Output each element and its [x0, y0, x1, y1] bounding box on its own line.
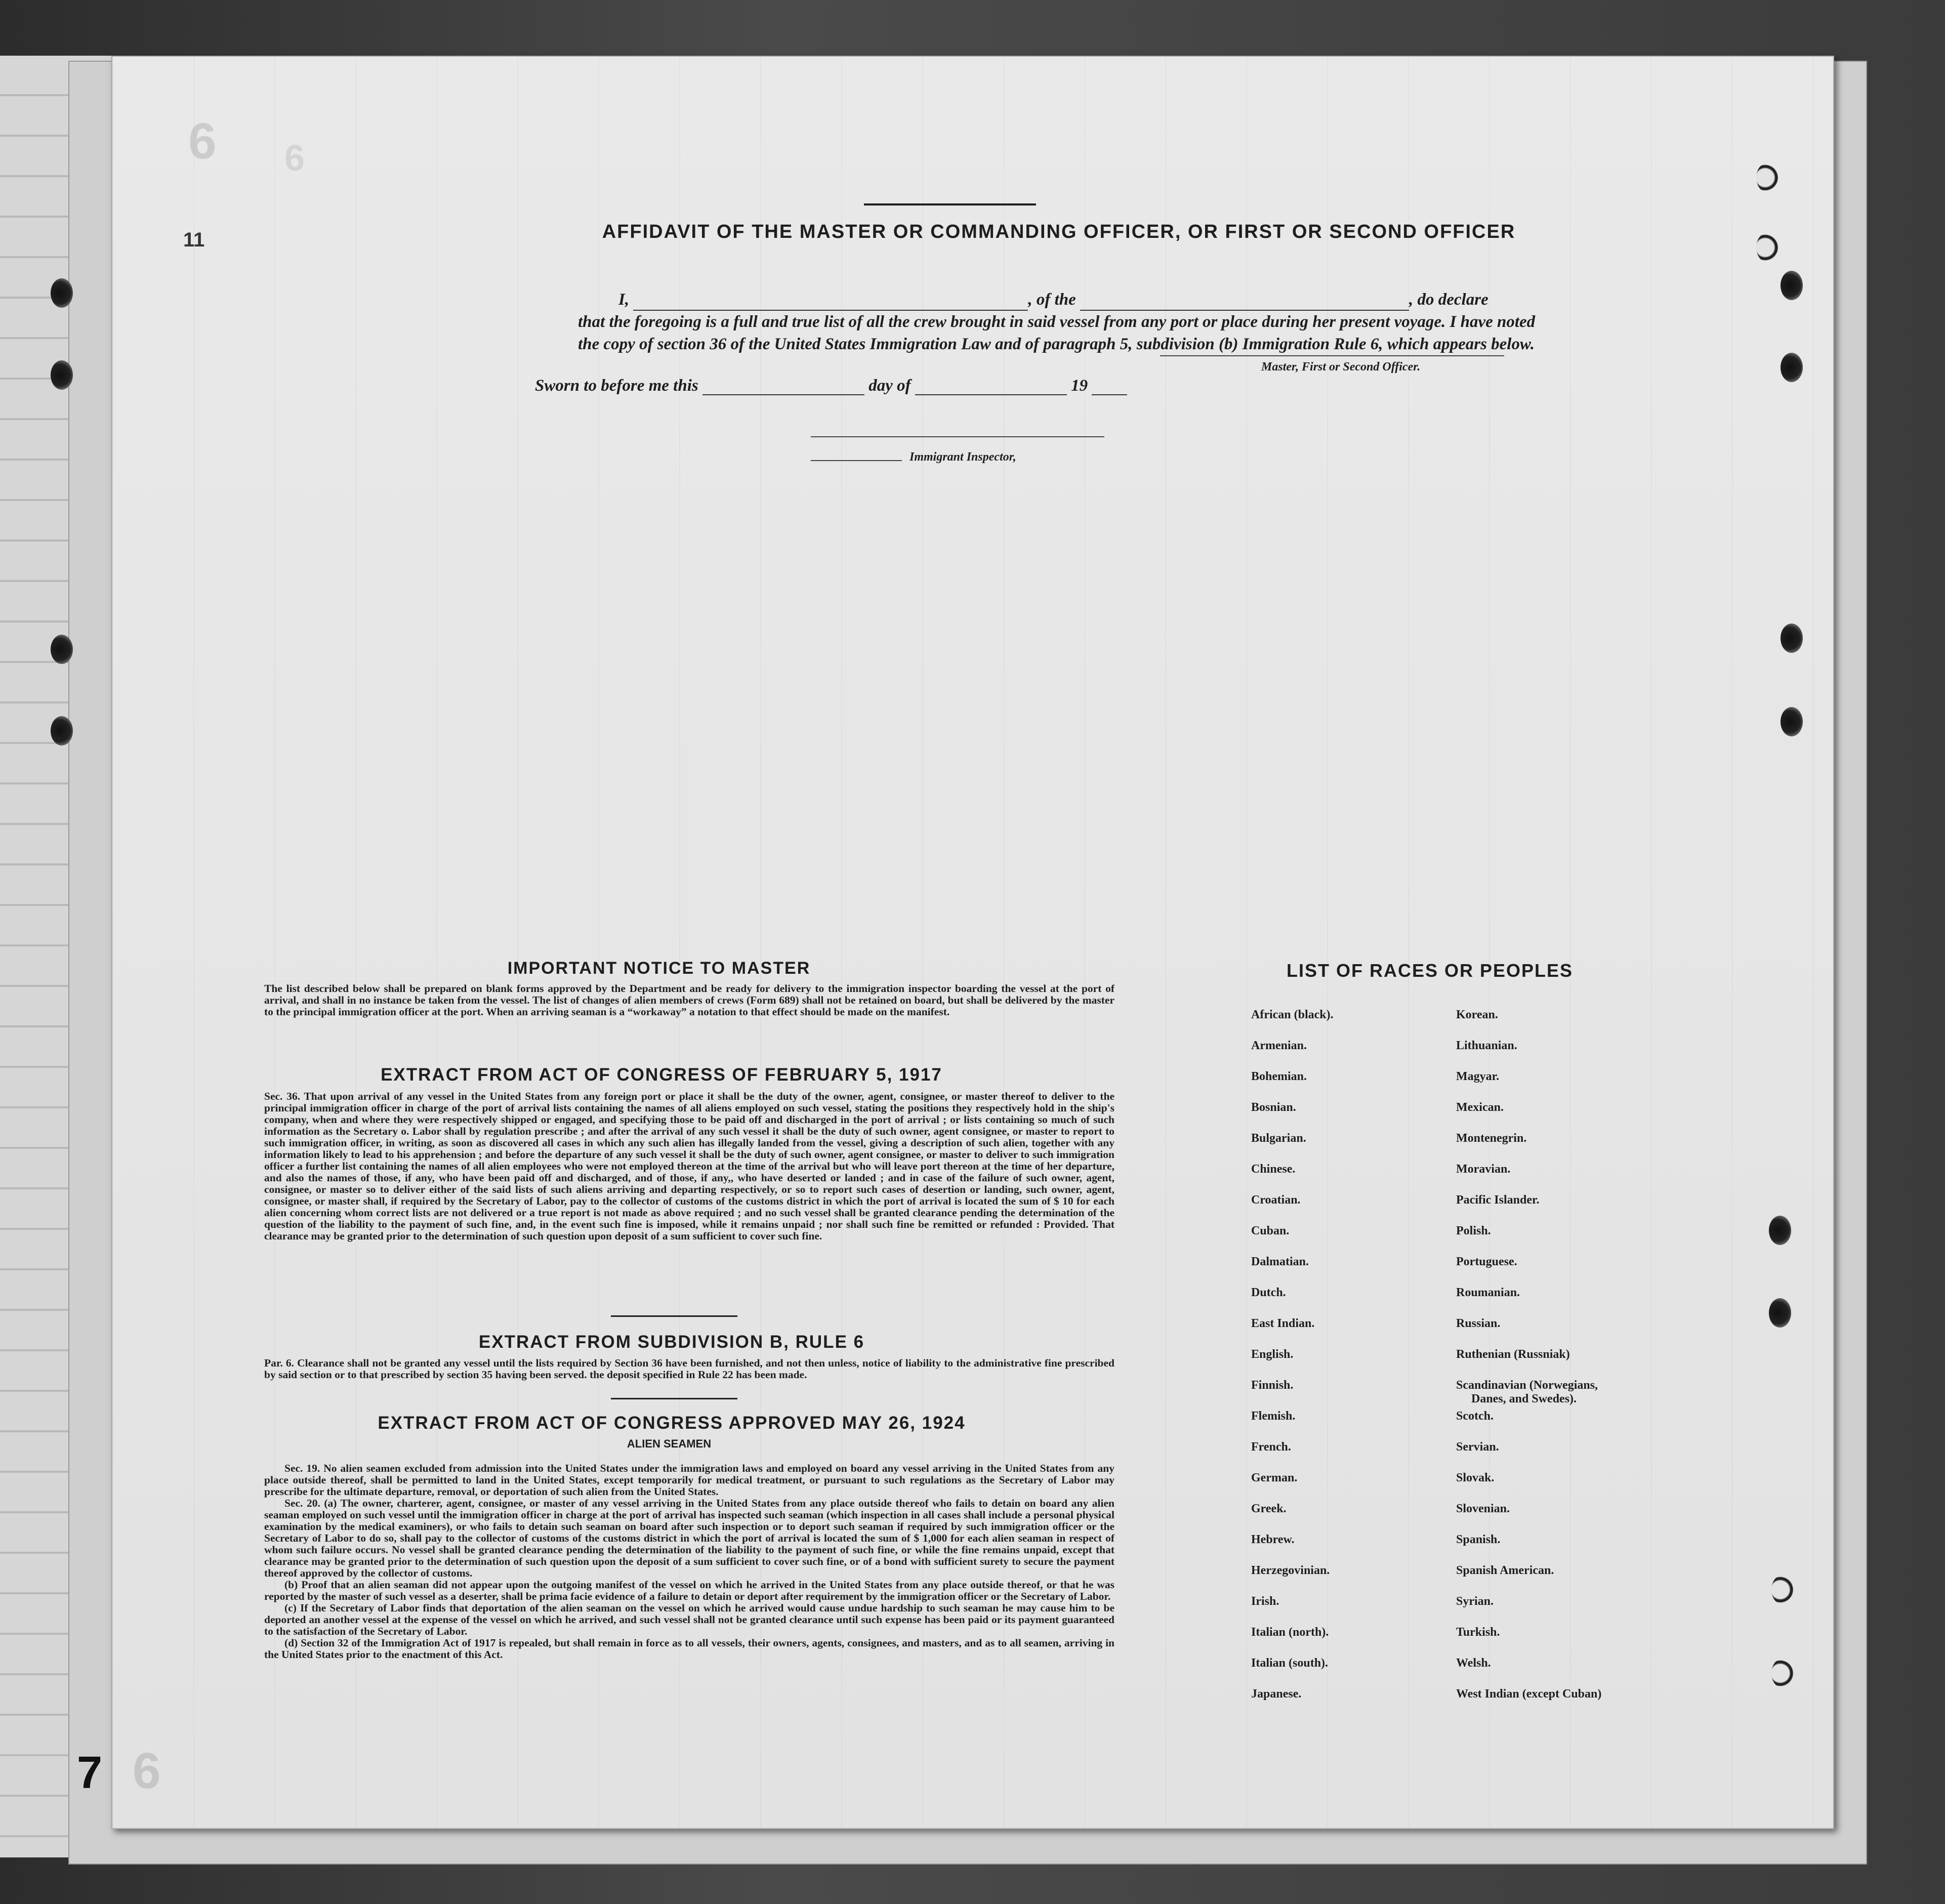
extract-1917-heading: EXTRACT FROM ACT OF CONGRESS OF FEBRUARY 5, 1917	[381, 1065, 942, 1085]
binder-hole	[1781, 624, 1803, 653]
sworn-text: Sworn to before me this	[535, 377, 698, 395]
inspector-caption: Immigrant Inspector,	[909, 450, 1016, 464]
race-item: Irish.	[1251, 1595, 1279, 1608]
binder-hole	[51, 360, 73, 390]
binder-hole	[1756, 163, 1778, 192]
race-item: Russian.	[1456, 1317, 1501, 1330]
sec-19-paragraph: Sec. 19. No alien seamen excluded from admission into the United States under the immigration laws and employed on board any vessel arriving in the United States from any place outside thereof, shall be permitted to land in the United States, except temporarily for medical treatment, or pursuant to such regulations as the Secretary of Labor may prescribe for the ultimate departure, removal, or deportation of such alien from the United States.	[264, 1462, 1114, 1498]
binder-hole	[51, 278, 73, 308]
race-item: Flemish.	[1251, 1410, 1296, 1423]
race-item-scandinavian	[1456, 1379, 1601, 1410]
month-blank	[915, 379, 1067, 395]
binder-hole	[1771, 1575, 1794, 1604]
affidavit-of-the: , of the	[1028, 291, 1076, 309]
race-item: East Indian.	[1251, 1317, 1315, 1330]
binder-hole	[1781, 271, 1803, 300]
race-item: Bosnian.	[1251, 1101, 1296, 1114]
race-item: Scandinavian (Norwegians,	[1456, 1379, 1598, 1392]
extract-rule6-body: Par. 6. Clearance shall not be granted any vessel until the lists required by Section 36 have been furnished, and not then unless, notice of liability to the administrative fine prescribed by said section or to that prescribed by section 35 having been served. the deposit specified in Rule 22 has been made.	[264, 1357, 1114, 1381]
race-item: Bulgarian.	[1251, 1132, 1306, 1145]
race-item: Turkish.	[1456, 1626, 1500, 1639]
race-item: Welsh.	[1456, 1657, 1491, 1670]
section-rule-1	[611, 1315, 737, 1317]
race-item: Herzegovinian.	[1251, 1564, 1330, 1577]
year-blank	[1092, 379, 1127, 395]
race-item: Chinese.	[1251, 1163, 1296, 1176]
race-item: Italian (south).	[1251, 1657, 1329, 1670]
race-item: Lithuanian.	[1456, 1039, 1517, 1052]
affidavit-i: I,	[618, 291, 630, 309]
race-item: English.	[1251, 1348, 1294, 1361]
bleed-through-number: 6	[284, 138, 305, 179]
vessel-blank	[1080, 295, 1409, 311]
affidavit-statement: that the foregoing is a full and true list of all the crew brought in said vessel from any port or place during her present voyage. I have noted the copy of section 36 of the United States Immigration Law and of paragraph 5, subdivision (b) Immigration Rule 6, which appears below.	[578, 313, 1536, 353]
affidavit-body	[578, 288, 1540, 355]
race-item: Slovak.	[1456, 1471, 1495, 1484]
race-item: Japanese.	[1251, 1687, 1302, 1701]
race-item: Polish.	[1456, 1224, 1491, 1237]
extract-1924-subheading: ALIEN SEAMEN	[627, 1437, 712, 1450]
margin-number-bottom: 7	[77, 1748, 103, 1798]
master-signature-line	[1160, 355, 1504, 356]
race-item: Servian.	[1456, 1440, 1499, 1454]
race-item: Slovenian.	[1456, 1502, 1510, 1515]
race-item: Korean.	[1456, 1008, 1498, 1021]
name-blank	[633, 295, 1028, 311]
margin-mark: 11	[183, 229, 205, 251]
faint-number-bottom: 6	[133, 1743, 161, 1799]
inspector-signature-line	[811, 436, 1104, 437]
document-page	[77, 56, 1834, 1829]
race-item: Roumanian.	[1456, 1286, 1520, 1299]
race-item: Finnish.	[1251, 1379, 1294, 1392]
race-item: Pacific Islander.	[1456, 1193, 1540, 1207]
day-blank	[702, 379, 864, 395]
race-item: Spanish American.	[1456, 1564, 1554, 1577]
extract-1917-body: Sec. 36. That upon arrival of any vessel in the United States from any foreign port or place it shall be the duty of the owner, agent, consignee, or master thereof to deliver to the principal immigration officer in charge of the port of arrival lists containing the names of all aliens employed on such vessel, stating the positions they respectively hold in the ship's company, when and where they were respectively shipped or engaged, and specifying those to be paid off and discharged in the port of arrival ; or lists containing so much of such information as the Secretary o. Labor shall by regulation prescribe ; and after the arrival of any such vessel it shall be the duty of such owner, agent consignee, or master to report to such immigration officer, in writing, as soon as discovered all cases in which any such alien has illegally landed from the vessel, giving a description of such alien, together with any information likely to lead to his apprehension ; and before the departure of any such vessel it shall be the duty of such owner, agent consignee, or master to deliver to such immigration officer a further list containing the names of all alien employees who were not employed thereon at the time of the arrival but who will leave port thereon at the time of her departure, and also the names of those, if any, who have been paid off and discharged, and of those, if any,, who have deserted or landed ; and in case of the failure of such owner, agent, consignee, or master so to deliver either of the said lists of such aliens arriving and departing respectively, or so to report such cases of desertion or landing, such owner, agent, consignee, or master shall, if required by the Secretary of Labor, pay to the collector of customs of the customs district in which the port of arrival is located the sum of $ 10 for each alien concerning whom correct lists are not delivered or a true report is not made as above required ; and no such vessel shall be granted clearance pending the determination of the question of the liability to the payment of such fine, and, in the event such fine is imposed, while it remains unpaid ; nor shall such fine be remitted or refunded : Provided. That clearance may be granted prior to the determination of such question upon deposit of a sum sufficient to cover such fine.	[264, 1090, 1114, 1242]
notice-body: The list described below shall be prepared on blank forms approved by the Department and be ready for delivery to the immigration inspector boarding the vessel at the port of arrival, and shall in no instance be taken from the vessel. The list of changes of alien members of crews (Form 689) shall not be retained on board, but shall be delivered by the master to the principal immigration officer at the port. When an arriving seaman is a “workaway” a notation to that effect should be made on the manifest.	[264, 982, 1114, 1018]
extract-rule6-heading: EXTRACT FROM SUBDIVISION B, RULE 6	[478, 1332, 865, 1352]
races-heading: LIST OF RACES OR PEOPLES	[1287, 960, 1574, 981]
race-item: Hebrew.	[1251, 1533, 1295, 1546]
race-item: Dutch.	[1251, 1286, 1286, 1299]
binder-hole	[1781, 707, 1803, 736]
race-item: Italian (north).	[1251, 1626, 1329, 1639]
affidavit-title-rule	[864, 203, 1036, 205]
notice-heading: IMPORTANT NOTICE TO MASTER	[507, 959, 811, 978]
race-item: Moravian.	[1456, 1163, 1511, 1176]
faint-number-top: 6	[188, 113, 217, 170]
races-left-column	[1251, 1008, 1334, 1718]
sec-20a-paragraph: Sec. 20. (a) The owner, charterer, agent, consignee, or master of any vessel arriving in the United States from any place outside thereof who fails to detain on board any alien seaman employed on such vessel until the immigration officer in charge at the port of arrival has inspected such seaman (which inspection in all cases shall include a personal physical examination by the medical examiners), or who fails to detain such seaman on board after such inspection or to deport such seaman if required by such immigration officer or the Secretary of Labor to do so, shall pay to the collector of customs of the customs district in which the port of arrival is located the sum of $ 1,000 for each alien seaman in respect of whom such failure occurs. No vessel shall be granted clearance pending the determination of the liability to the payment of such fine, or while the fine remains unpaid, except that clearance may be granted prior to the determination of such question upon the deposit of a sum sufficient to cover such fine, or of a bond with sufficient surety to secure the payment thereof approved by the collector of customs.	[264, 1497, 1114, 1579]
binder-hole	[1771, 1659, 1794, 1688]
race-item: Cuban.	[1251, 1224, 1290, 1237]
race-item: Ruthenian (Russniak)	[1456, 1348, 1570, 1361]
race-item: Scotch.	[1456, 1410, 1494, 1423]
binder-hole	[51, 716, 73, 746]
section-rule-2	[611, 1398, 737, 1399]
race-item: Montenegrin.	[1456, 1132, 1527, 1145]
race-item: German.	[1251, 1471, 1298, 1484]
binder-hole	[1769, 1298, 1791, 1328]
race-item: Spanish.	[1456, 1533, 1501, 1546]
sworn-line	[535, 377, 1127, 395]
affidavit-title: AFFIDAVIT OF THE MASTER OR COMMANDING OFFICER, OR FIRST OR SECOND OFFICER	[602, 221, 1516, 242]
race-item: Mexican.	[1456, 1101, 1504, 1114]
race-item: African (black).	[1251, 1008, 1334, 1021]
sec-20c-paragraph: (c) If the Secretary of Labor finds that deportation of the alien seaman on the vessel on which he arrived would cause undue hardship to such seaman he may cause him to be deported an another vessel at the expense of the vessel on which he arrived, and such vessel shall not be granted clearance until such expense has been paid or its payment guaranteed to the satisfaction of the Secretary of Labor.	[264, 1602, 1114, 1637]
year-prefix: 19	[1071, 377, 1088, 395]
race-item: French.	[1251, 1440, 1291, 1454]
race-item: Dalmatian.	[1251, 1255, 1309, 1268]
sec-20d-paragraph: (d) Section 32 of the Immigration Act of 1917 is repealed, but shall remain in force as to all vessels, their owners, agents, consignees, and masters, and as to all seamen, arriving in the United States prior to the enactment of this Act.	[264, 1637, 1114, 1661]
race-item-continued: Danes, and Swedes).	[1471, 1392, 1577, 1405]
race-item: Armenian.	[1251, 1039, 1307, 1052]
inspector-caption-line	[811, 460, 902, 461]
race-item: Greek.	[1251, 1502, 1287, 1515]
race-item: Portuguese.	[1456, 1255, 1517, 1268]
affidavit-declare: , do declare	[1409, 291, 1488, 309]
master-caption: Master, First or Second Officer.	[1261, 360, 1421, 374]
race-item: Magyar.	[1456, 1070, 1500, 1083]
extract-1924-heading: EXTRACT FROM ACT OF CONGRESS APPROVED MAY 26, 1924	[378, 1413, 966, 1433]
sec-20b-paragraph: (b) Proof that an alien seaman did not appear upon the outgoing manifest of the vessel on which he arrived in the United States from any place outside thereof, or that he was reported by the master of such vessel as a deserter, shall be prima facie evidence of a failure to detain or deport after requirement by the immigration officer or the Secretary of Labor.	[264, 1579, 1114, 1602]
race-item: West Indian (except Cuban)	[1456, 1687, 1602, 1701]
day-of-text: day of	[868, 377, 911, 395]
binder-hole	[51, 635, 73, 664]
binder-hole	[1756, 233, 1778, 262]
binder-hole	[1781, 353, 1803, 382]
extract-1924-body	[264, 1463, 1114, 1661]
race-item: Croatian.	[1251, 1193, 1301, 1207]
race-item: Syrian.	[1456, 1595, 1494, 1608]
binder-hole	[1769, 1216, 1791, 1245]
races-right-column	[1456, 1008, 1601, 1718]
race-item: Bohemian.	[1251, 1070, 1307, 1083]
